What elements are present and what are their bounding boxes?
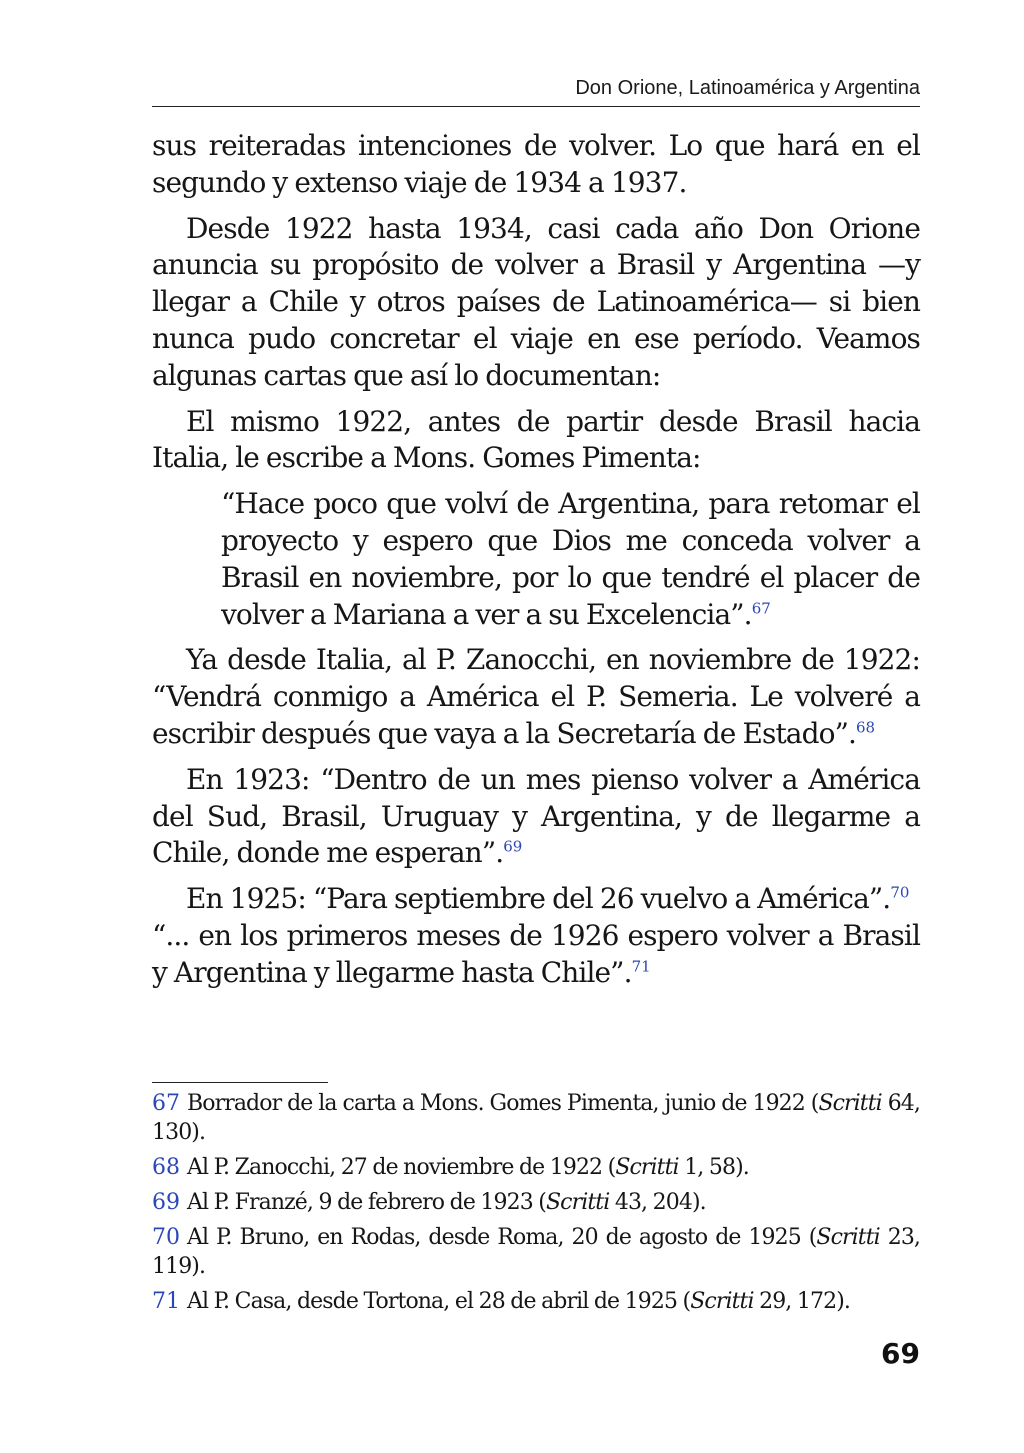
footnote-68 — [152, 1153, 920, 1182]
footnote-70 — [152, 1223, 920, 1281]
footnote-text: Al P. Bruno, en Rodas, desde Roma, 20 de agosto de 1925 ( — [187, 1225, 817, 1250]
work-title: Scritti — [546, 1190, 610, 1215]
footnote-text: 29, 172). — [753, 1289, 850, 1314]
page-number: 69 — [881, 1337, 920, 1370]
paragraph-text: En 1925: “Para septiembre del 26 vuelvo a América”. — [186, 882, 891, 916]
paragraph-text: En 1923: “Dentro de un mes pienso volver a América del Sud, Brasil, Uruguay y Argentina, y de llegarme a Chile, donde me esperan”. — [152, 762, 920, 870]
footnote-text: 23, 119). — [152, 1225, 921, 1279]
footnote-text: 64, 130). — [152, 1091, 920, 1145]
footnote-number[interactable]: 71 — [152, 1289, 180, 1314]
running-title: Don Orione, Latinoamérica y Argentina — [575, 77, 920, 99]
paragraph — [152, 881, 920, 991]
main-text — [152, 128, 920, 1001]
footnote-ref-71[interactable]: 71 — [631, 957, 651, 976]
paragraph — [152, 404, 920, 478]
footnote-71 — [152, 1287, 920, 1316]
footnote-divider — [152, 1082, 328, 1083]
footnote-ref-68[interactable]: 68 — [856, 718, 876, 737]
footnote-number[interactable]: 69 — [152, 1190, 180, 1215]
paragraph — [152, 128, 920, 202]
work-title: Scritti — [615, 1155, 679, 1180]
header-divider — [152, 106, 920, 107]
paragraph-text: “... en los primeros meses de 1926 espero volver a Brasil y Argentina y llegarme hasta Chile”. — [152, 918, 920, 989]
paragraph-text: Ya desde Italia, al P. Zanocchi, en noviembre de 1922: “Vendrá conmigo a América el P. Semeria. Le volveré a escribir después que vaya a la Secretaría de Estado”. — [152, 643, 920, 750]
paragraph-text: sus reiteradas intenciones de volver. Lo que hará en el segundo y extenso viaje de 1934 a 1937. — [152, 129, 920, 199]
paragraph-text: El mismo 1922, antes de partir desde Brasil hacia Italia, le escribe a Mons. Gomes Pimenta: — [152, 404, 920, 475]
footnote-number[interactable]: 68 — [152, 1155, 180, 1180]
work-title: Scritti — [690, 1289, 754, 1314]
footnote-number[interactable]: 67 — [152, 1091, 180, 1116]
footnote-text: 43, 204). — [609, 1190, 706, 1215]
footnote-ref-67[interactable]: 67 — [751, 599, 771, 618]
footnote-text: 1, 58). — [678, 1155, 749, 1180]
footnote-69 — [152, 1188, 920, 1217]
work-title: Scritti — [816, 1225, 880, 1250]
paragraph-text: Desde 1922 hasta 1934, casi cada año Don Orione anuncia su propósito de volver a Brasil y Argentina —y llegar a Chile y otros países de Latinoamérica— si bien nunca pudo concretar el viaje en ese período. Veamos algunas cartas que así lo documentan: — [152, 211, 920, 392]
paragraph — [152, 642, 920, 752]
quote-text: “Hace poco que volví de Argentina, para retomar el proyecto y espero que Dios me conceda volver a Brasil en noviembre, por lo que tendré el placer de volver a Mariana a ver a su Excelencia”. — [221, 487, 920, 631]
footnote-text: Al P. Casa, desde Tortona, el 28 de abril de 1925 ( — [187, 1289, 691, 1314]
paragraph — [152, 762, 920, 872]
footnote-ref-69[interactable]: 69 — [503, 838, 523, 857]
paragraph — [152, 211, 920, 395]
footnote-ref-70[interactable]: 70 — [890, 883, 910, 902]
footnotes — [152, 1089, 920, 1322]
footnote-text: Borrador de la carta a Mons. Gomes Pimenta, junio de 1922 ( — [187, 1091, 819, 1116]
block-quote — [221, 486, 920, 633]
footnote-text: Al P. Franzé, 9 de febrero de 1923 ( — [187, 1190, 546, 1215]
work-title: Scritti — [818, 1091, 882, 1116]
footnote-67 — [152, 1089, 920, 1147]
footnote-text: Al P. Zanocchi, 27 de noviembre de 1922 ( — [187, 1155, 616, 1180]
footnote-number[interactable]: 70 — [152, 1225, 180, 1250]
